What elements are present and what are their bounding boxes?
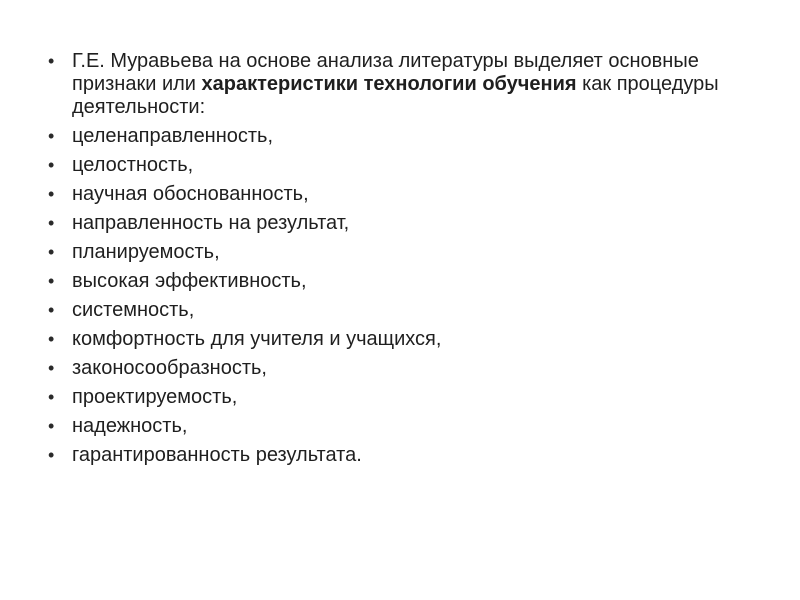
- list-item-text: системность,: [72, 299, 195, 321]
- intro-text-after: как процедуры деятельности:: [72, 73, 719, 118]
- bullet-icon: •: [48, 329, 55, 349]
- list-item: [48, 357, 748, 380]
- intro-item: [48, 50, 748, 119]
- list-item: [48, 328, 748, 351]
- list-item-text: высокая эффективность,: [72, 270, 307, 292]
- list-item-text: проектируемость,: [72, 386, 238, 408]
- bullet-icon: •: [48, 242, 55, 262]
- list-item: [48, 415, 748, 438]
- list-item-text: гарантированность результата.: [72, 444, 362, 466]
- bullet-icon: •: [48, 213, 55, 233]
- list-item: [48, 270, 748, 293]
- list-item: [48, 386, 748, 409]
- bullet-icon: •: [48, 51, 55, 71]
- bullet-icon: •: [48, 300, 55, 320]
- intro-text-before: Г.Е. Муравьева на основе анализа литературы выделяет основные признаки или: [72, 50, 699, 95]
- intro-bold-text: характеристики технологии обучения: [201, 73, 577, 95]
- bullet-icon: •: [48, 126, 55, 146]
- list-item-text: планируемость,: [72, 241, 220, 263]
- list-item-text: целенаправленность,: [72, 125, 274, 147]
- list-item-text: надежность,: [72, 415, 188, 437]
- list-item: [48, 444, 748, 467]
- list-item: [48, 241, 748, 264]
- bullet-icon: •: [48, 155, 55, 175]
- list-item: [48, 154, 748, 177]
- bullet-icon: •: [48, 416, 55, 436]
- list-item-text: научная обоснованность,: [72, 183, 309, 205]
- bullet-icon: •: [48, 184, 55, 204]
- list-item: [48, 299, 748, 322]
- bullet-icon: •: [48, 271, 55, 291]
- list-item-text: направленность на результат,: [72, 212, 350, 234]
- list-item: [48, 125, 748, 148]
- bullet-icon: •: [48, 387, 55, 407]
- list-item-text: комфортность для учителя и учащихся,: [72, 328, 442, 350]
- bullet-icon: •: [48, 358, 55, 378]
- list-item-text: законосообразность,: [72, 357, 267, 379]
- bullet-icon: •: [48, 445, 55, 465]
- bullet-list: [48, 50, 748, 473]
- list-item-text: целостность,: [72, 154, 194, 176]
- list-item: [48, 183, 748, 206]
- list-item: [48, 212, 748, 235]
